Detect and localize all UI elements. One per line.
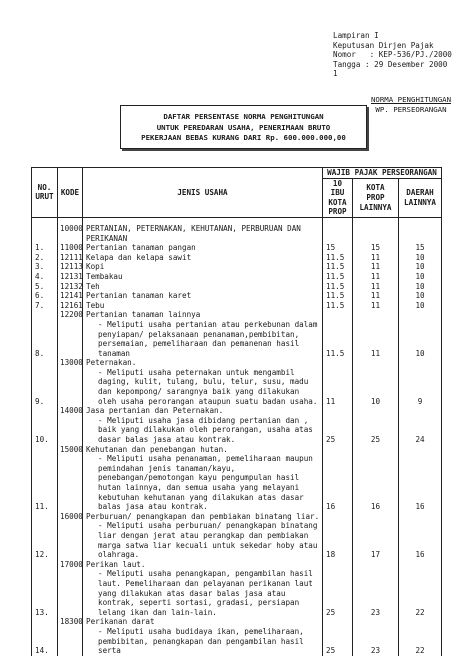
cell-kota xyxy=(353,224,399,243)
cell-ibukota: 11.5 xyxy=(323,262,353,272)
cell-kode: 12131 xyxy=(58,272,83,282)
cell-kode: 17000 xyxy=(58,560,83,618)
cell-daerah: 15 xyxy=(399,243,442,253)
cell-daerah: 16 xyxy=(399,445,442,512)
jenis-title: Kopi xyxy=(86,262,105,272)
cell-daerah: 10 xyxy=(399,282,442,292)
col-header-daerah: DAERAH LAINNYA xyxy=(399,178,442,217)
cell-kota: 11 xyxy=(353,282,399,292)
jenis-title: PERTANIAN, PETERNAKAN, KEHUTANAN, PERBURUAN DAN PERIKANAN xyxy=(86,223,301,243)
cell-no: 8. xyxy=(32,310,58,358)
cell-kota: 11 xyxy=(353,301,399,311)
jenis-title: Pertanian tanaman pangan xyxy=(86,243,196,253)
title-line-2: UNTUK PEREDARAN USAHA, PENERIMAAN BRUTO xyxy=(156,122,331,132)
cell-kode: 16000 xyxy=(58,512,83,560)
title-box xyxy=(120,105,367,149)
cell-kota: 11 xyxy=(353,253,399,263)
cell-no: 12. xyxy=(32,512,58,560)
table-row xyxy=(32,358,442,406)
cell-daerah: 10 xyxy=(399,262,442,272)
cell-kota: 11 xyxy=(353,310,399,358)
cell-jenis xyxy=(83,358,323,406)
cell-daerah: 16 xyxy=(399,512,442,560)
jenis-description: - Meliputi usaha jasa dibidang pertanian dan , baik yang dilakukan oleh perorangan, usaha atas dasar balas jasa atau kontrak. xyxy=(98,415,313,445)
jenis-title: Teh xyxy=(86,281,100,291)
cell-no: 6. xyxy=(32,291,58,301)
cell-kode: 13000 xyxy=(58,358,83,406)
jenis-description: - Meliputi usaha penangkapan, pengambilan hasil laut. Pemeliharaan dan pelayanan perikanan laut yang dilakukan atas dasar balas jasa atau kontrak, seperti sortasi, gradasi, persiapan lelang ikan dan lain-lain. xyxy=(98,569,313,617)
cell-no: 2. xyxy=(32,253,58,263)
cell-ibukota: 25 xyxy=(323,406,353,444)
cell-ibukota: 15 xyxy=(323,243,353,253)
cell-kode: 12111 xyxy=(58,253,83,263)
jenis-title: Perikanan darat xyxy=(86,617,155,627)
cell-ibukota: 11.5 xyxy=(323,301,353,311)
table-row xyxy=(32,617,442,655)
cell-ibukota: 11 xyxy=(323,358,353,406)
cell-ibukota: 11.5 xyxy=(323,253,353,263)
col-group-header: WAJIB PAJAK PERSEORANGAN xyxy=(323,168,442,179)
badge-line-2: WP. PERSEORANGAN xyxy=(375,104,447,114)
cell-kota: 17 xyxy=(353,512,399,560)
cell-jenis xyxy=(83,291,323,301)
header-line-1: Lampiran I xyxy=(333,31,379,40)
jenis-description: - Meliputi usaha perburuan/ penangkapan binatang liar dengan jerat atau perangkap dan pembiakan marga satwa liar kecuali untuk sekedar hoby atau olahraga. xyxy=(98,521,318,560)
cell-kode: 15000 xyxy=(58,445,83,512)
cell-jenis xyxy=(83,445,323,512)
header-line-5: 1 xyxy=(333,69,338,79)
jenis-title: Tebu xyxy=(86,300,105,310)
table-row xyxy=(32,224,442,243)
header-line-2: Keputusan Dirjen Pajak xyxy=(333,40,434,50)
table-row xyxy=(32,406,442,444)
cell-no: 1. xyxy=(32,243,58,253)
col-header-no: NO. URUT xyxy=(32,168,58,218)
jenis-title: Perikan laut. xyxy=(86,559,146,569)
col-header-kota: KOTA PROP LAINNYA xyxy=(353,178,399,217)
cell-jenis xyxy=(83,282,323,292)
jenis-description: - Meliputi usaha budidaya ikan, pemeliharaan, pembibitan, penangkapan dan pengambilan hasil serta xyxy=(98,626,304,656)
cell-ibukota: 25 xyxy=(323,617,353,655)
badge-line-1: NORMA PENGHITUNGAN xyxy=(370,95,452,104)
table-row xyxy=(32,243,442,253)
cell-kode: 11000 xyxy=(58,243,83,253)
table-row xyxy=(32,512,442,560)
cell-kota: 11 xyxy=(353,262,399,272)
cell-ibukota: 11.5 xyxy=(323,310,353,358)
cell-jenis xyxy=(83,243,323,253)
cell-kode: 12200 xyxy=(58,310,83,358)
jenis-description: - Meliputi usaha peternakan untuk mengambil daging, kulit, tulang, bulu, telur, susu, madu dan kepompong/ sarangnya baik yang dilakukan oleh usaha perorangan ataupun suatu badan usaha. xyxy=(98,367,318,406)
cell-no xyxy=(32,224,58,243)
cell-daerah: 10 xyxy=(399,253,442,263)
cell-daerah: 9 xyxy=(399,358,442,406)
cell-no: 13. xyxy=(32,560,58,618)
jenis-description: - Meliputi usaha penanaman, pemeliharaan maupun pemindahan jenis tanaman/kayu, penebangan/pemotongan kayu pengumpulan hasil hutan lainnya, dan semua usaha yang melayani kebutuhan kehutanan yang dilakukan atas dasar balas jasa atau kontrak. xyxy=(98,454,313,512)
cell-no: 10. xyxy=(32,406,58,444)
header-line-4: Tangga : 29 Desember 2000 xyxy=(333,59,448,69)
cell-kota: 16 xyxy=(353,445,399,512)
table-body xyxy=(32,217,442,655)
cell-jenis xyxy=(83,253,323,263)
category-badge xyxy=(357,95,465,114)
header-line-3: Nomor : KEP-536/PJ./2000 xyxy=(333,50,452,60)
cell-no: 9. xyxy=(32,358,58,406)
cell-ibukota: 18 xyxy=(323,512,353,560)
title-line-3: PEKERJAAN BEBAS KURANG DARI Rp. 600.000.000,00 xyxy=(141,133,346,142)
cell-jenis xyxy=(83,406,323,444)
col-header-ibukota: 10 IBU KOTA PROP xyxy=(323,178,353,217)
cell-daerah: 10 xyxy=(399,291,442,301)
jenis-title: Perburuan/ penangkapan dan pembiakan binatang liar. xyxy=(86,511,320,521)
table-row xyxy=(32,310,442,358)
cell-no: 3. xyxy=(32,262,58,272)
cell-kota: 10 xyxy=(353,358,399,406)
cell-ibukota: 25 xyxy=(323,560,353,618)
cell-jenis xyxy=(83,560,323,618)
jenis-title: Pertanian tanaman lainnya xyxy=(86,310,201,320)
cell-kota: 11 xyxy=(353,272,399,282)
col-header-kode: KODE xyxy=(58,168,83,218)
cell-ibukota: 11.5 xyxy=(323,282,353,292)
cell-kota: 23 xyxy=(353,617,399,655)
table-row xyxy=(32,282,442,292)
cell-daerah: 22 xyxy=(399,560,442,618)
cell-jenis xyxy=(83,301,323,311)
title-line-1: DAFTAR PERSENTASE NORMA PENGHITUNGAN xyxy=(163,112,324,121)
cell-daerah: 10 xyxy=(399,310,442,358)
jenis-title: Jasa pertanian dan Peternakan. xyxy=(86,406,224,416)
cell-ibukota: 11.5 xyxy=(323,272,353,282)
cell-ibukota: 16 xyxy=(323,445,353,512)
cell-kode: 12141 xyxy=(58,291,83,301)
table-row xyxy=(32,272,442,282)
jenis-title: Kelapa dan kelapa sawit xyxy=(86,252,192,262)
cell-jenis xyxy=(83,310,323,358)
cell-ibukota xyxy=(323,224,353,243)
jenis-title: Tembakau xyxy=(86,271,123,281)
cell-jenis xyxy=(83,617,323,655)
cell-daerah xyxy=(399,224,442,243)
cell-daerah: 10 xyxy=(399,272,442,282)
cell-kota: 15 xyxy=(353,243,399,253)
cell-kode: 12132 xyxy=(58,282,83,292)
cell-no: 5. xyxy=(32,282,58,292)
cell-jenis xyxy=(83,224,323,243)
col-header-jenis: JENIS USAHA xyxy=(83,168,323,218)
cell-no: 4. xyxy=(32,272,58,282)
cell-daerah: 10 xyxy=(399,301,442,311)
cell-jenis xyxy=(83,512,323,560)
cell-kota: 23 xyxy=(353,560,399,618)
table-row xyxy=(32,291,442,301)
table-row xyxy=(32,253,442,263)
cell-jenis xyxy=(83,262,323,272)
cell-no: 14. xyxy=(32,617,58,655)
table-row xyxy=(32,262,442,272)
jenis-description: - Meliputi usaha pertanian atau perkebunan dalam penyiapan/ pelaksanaan penanaman,pembibitan, persemaian, pemeliharaan dan pemanenan hasil tanaman xyxy=(98,319,318,358)
cell-kode: 14000 xyxy=(58,406,83,444)
cell-daerah: 24 xyxy=(399,406,442,444)
jenis-title: Kehutanan dan penebangan hutan. xyxy=(86,444,228,454)
cell-no: 7. xyxy=(32,301,58,311)
table-row xyxy=(32,301,442,311)
cell-jenis xyxy=(83,272,323,282)
cell-no: 11. xyxy=(32,445,58,512)
norma-table xyxy=(31,167,442,656)
table-row xyxy=(32,560,442,618)
cell-kode: 10000 xyxy=(58,224,83,243)
cell-daerah: 22 xyxy=(399,617,442,655)
table-row xyxy=(32,445,442,512)
cell-kota: 25 xyxy=(353,406,399,444)
cell-kota: 11 xyxy=(353,291,399,301)
cell-kode: 12161 xyxy=(58,301,83,311)
jenis-title: Peternakan. xyxy=(86,358,137,368)
jenis-title: Pertanian tanaman karet xyxy=(86,291,192,301)
cell-kode: 18300 xyxy=(58,617,83,655)
cell-kode: 12113 xyxy=(58,262,83,272)
document-header xyxy=(333,31,471,79)
cell-ibukota: 11.5 xyxy=(323,291,353,301)
